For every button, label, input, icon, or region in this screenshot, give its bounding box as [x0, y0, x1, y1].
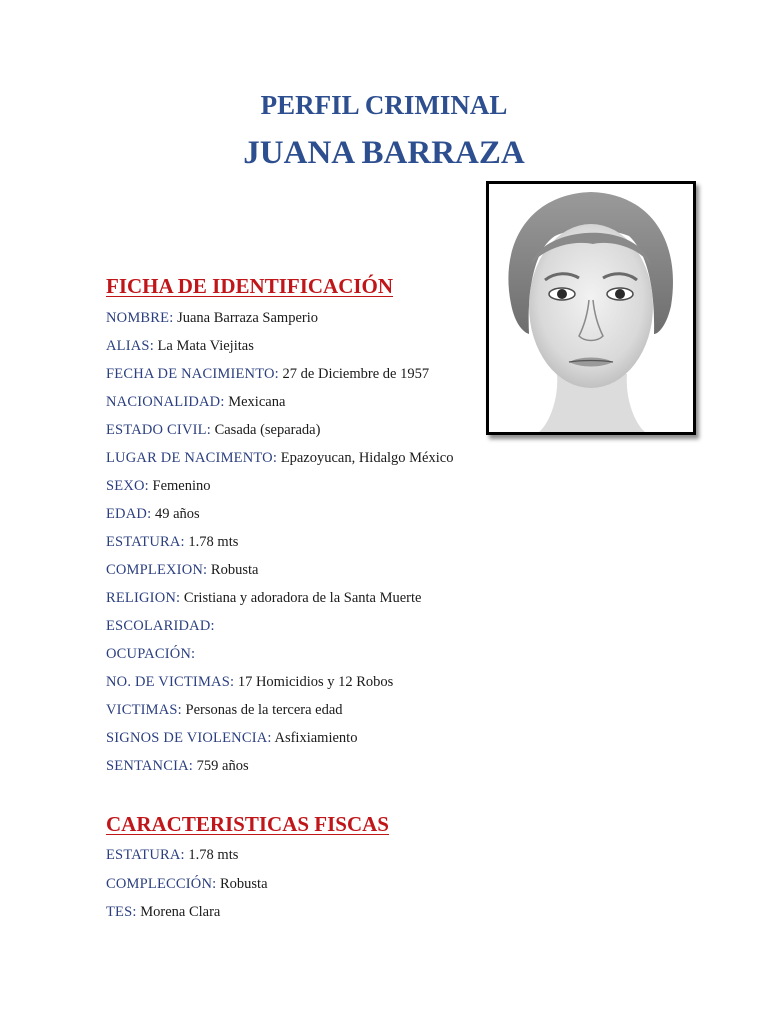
field-compleccion: COMPLECCIÓN: Robusta [106, 876, 268, 892]
field-edad: EDAD: 49 años [106, 506, 200, 522]
field-fecha-nacimiento: FECHA DE NACIMIENTO: 27 de Diciembre de 1957 [106, 366, 430, 382]
field-nombre: NOMBRE: Juana Barraza Samperio [106, 310, 319, 326]
field-tes: TES: Morena Clara [106, 904, 221, 920]
field-estatura-fisica: ESTATURA: 1.78 mts [106, 847, 239, 863]
field-victimas: VICTIMAS: Personas de la tercera edad [106, 702, 343, 718]
field-nacionalidad: NACIONALIDAD: Mexicana [106, 394, 286, 410]
field-no-victimas: NO. DE VICTIMAS: 17 Homicidios y 12 Robos [106, 674, 394, 690]
section-heading-physical: CARACTERISTICAS FISCAS [106, 812, 389, 836]
document-title: PERFIL CRIMINAL [260, 90, 508, 120]
field-estado-civil: ESTADO CIVIL: Casada (separada) [106, 422, 321, 438]
field-lugar-nacimiento: LUGAR DE NACIMENTO: Epazoyucan, Hidalgo México [106, 450, 454, 466]
field-complexion: COMPLEXION: Robusta [106, 562, 259, 578]
field-estatura: ESTATURA: 1.78 mts [106, 534, 239, 550]
field-ocupacion: OCUPACIÓN: [106, 646, 196, 662]
field-religion: RELIGION: Cristiana y adoradora de la Santa Muerte [106, 590, 422, 606]
field-alias: ALIAS: La Mata Viejitas [106, 338, 254, 354]
field-escolaridad: ESCOLARIDAD: [106, 618, 215, 634]
field-signos-violencia: SIGNOS DE VIOLENCIA: Asfixiamiento [106, 730, 358, 746]
section-heading-identification: FICHA DE IDENTIFICACIÓN [106, 274, 394, 298]
field-sentencia: SENTANCIA: 759 años [106, 758, 249, 774]
subject-name-heading: JUANA BARRAZA [243, 135, 525, 171]
face-sketch-icon [489, 184, 693, 432]
field-sexo: SEXO: Femenino [106, 478, 211, 494]
suspect-photo [486, 181, 696, 435]
